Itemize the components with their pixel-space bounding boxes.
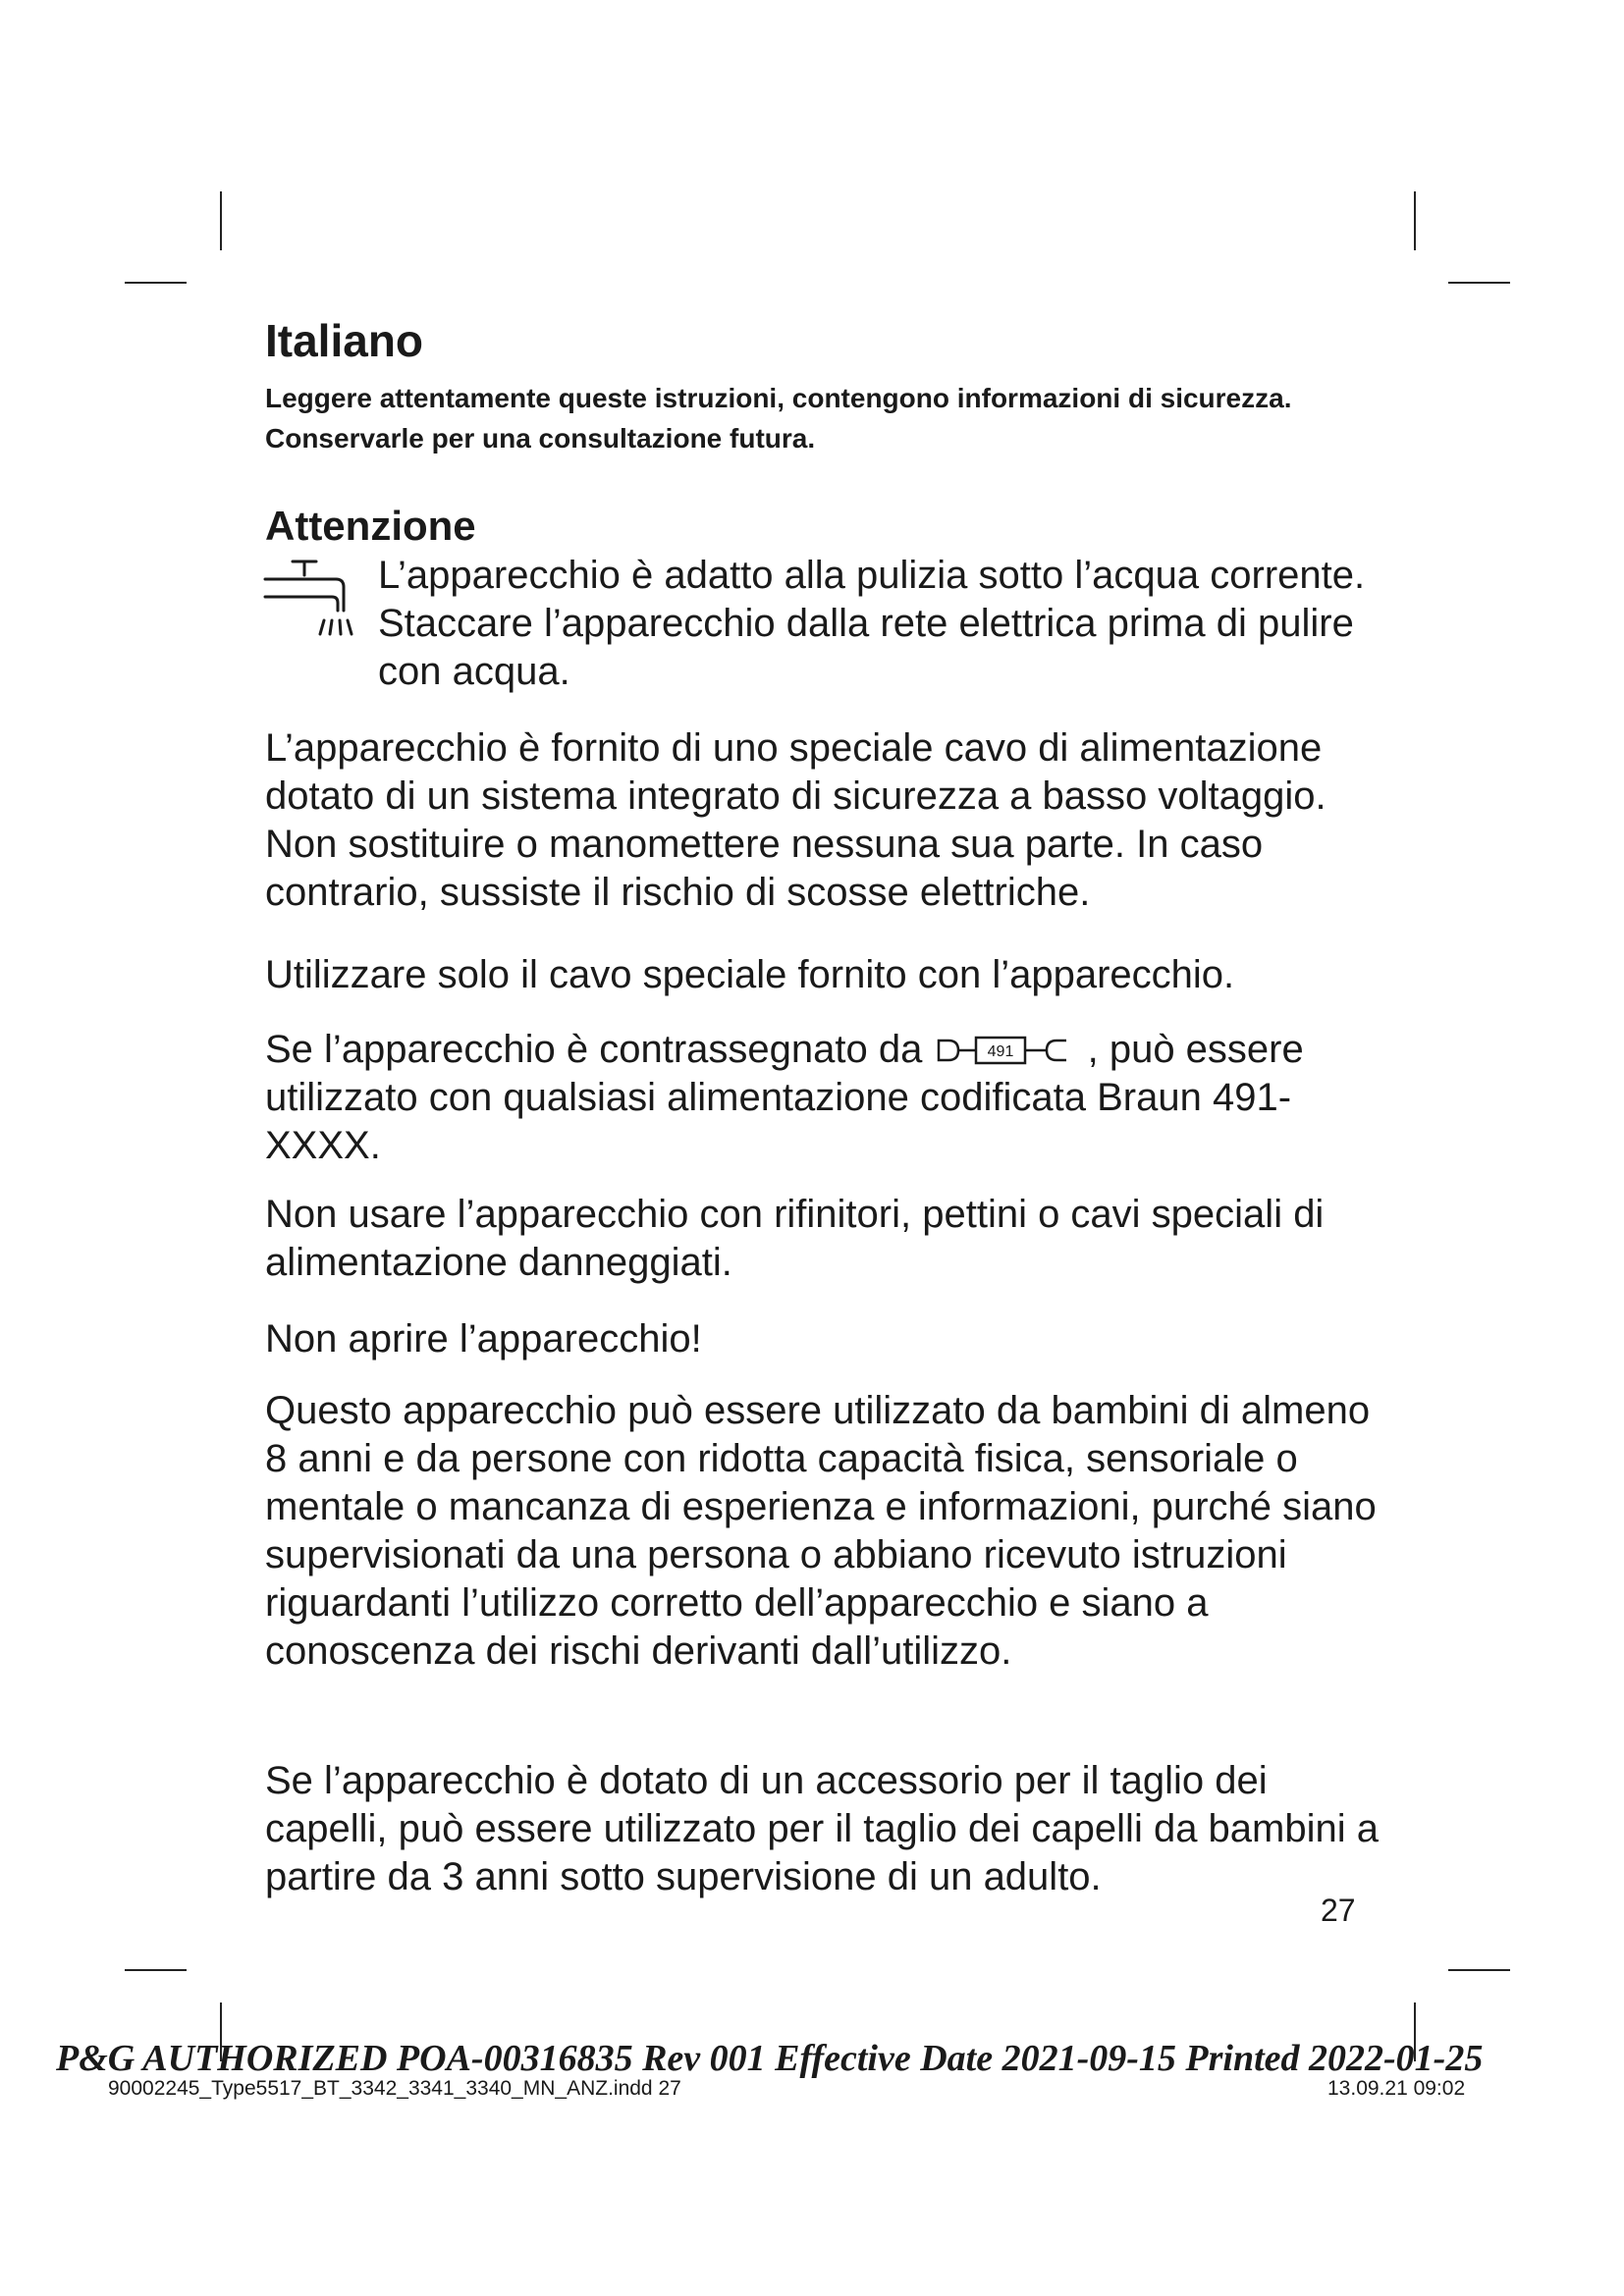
paragraph-special-cable: Utilizzare solo il cavo speciale fornito con l’apparecchio. [265,953,1235,996]
section-heading: Attenzione [265,503,476,549]
crop-mark-bottom-left-horizontal [125,1969,187,1971]
crop-mark-top-left-horizontal [125,282,187,284]
crop-mark-top-left-vertical [220,191,222,250]
paragraph-damaged-accessories: Non usare l’apparecchio con rifinitori, pettini o cavi speciali di alimentazione danneggiati. [265,1193,1325,1284]
running-water-tap-icon [263,558,353,640]
language-heading: Italiano [265,315,424,366]
cable-symbol-label: 491 [988,1043,1014,1060]
marked-text-after: , può essere utilizzato con qualsiasi alimentazione codificata Braun 491-XXXX. [265,1028,1304,1167]
crop-mark-bottom-right-horizontal [1448,1969,1510,1971]
footer-timestamp: 13.09.21 09:02 [1327,2077,1466,2100]
water-warning-text: L’apparecchio è adatto alla pulizia sotto l’acqua corrente. Staccare l’apparecchio dalla rete elettrica prima di pulire con acqua. [378,554,1366,693]
paragraph-haircut-accessory: Se l’apparecchio è dotato di un accessorio per il taglio dei capelli, può essere utilizzato per il taglio dei capelli da bambini a partire da 3 anni sotto supervisione di un adulto. [265,1759,1379,1898]
braun-491-cable-symbol-icon [935,1033,1074,1068]
paragraph-do-not-open: Non aprire l’apparecchio! [265,1317,702,1361]
authorized-footer-line: P&G AUTHORIZED POA-00316835 Rev 001 Effective Date 2021-09-15 Printed 2022-01-25 [56,2038,1484,2079]
marked-text-before: Se l’apparecchio è contrassegnato da [265,1028,923,1071]
page-number: 27 [1321,1893,1356,1928]
paragraph-children-use: Questo apparecchio può essere utilizzato da bambini di almeno 8 anni e da persone con ridotta capacità fisica, sensoriale o mentale o mancanza di esperienza e informazioni, purché siano supervisionati da una persona o abbiano ricevuto istruzioni riguardanti l’utilizzo corretto dell’apparecchio e siano a conoscenza dei rischi derivanti dall’utilizzo. [265,1389,1377,1673]
crop-mark-top-right-horizontal [1448,282,1510,284]
intro-text: Leggere attentamente queste istruzioni, contengono informazioni di sicurezza. Conservarle per una consultazione futura. [265,383,1292,454]
footer-file-name: 90002245_Type5517_BT_3342_3341_3340_MN_ANZ.indd 27 [108,2077,681,2100]
paragraph-marked-symbol [265,1026,1384,1170]
paragraph-cable: L’apparecchio è fornito di uno speciale cavo di alimentazione dotato di un sistema integrato di sicurezza a basso voltaggio. Non sostituire o manomettere nessuna sua parte. In caso contrario, sussiste il rischio di scosse elettriche. [265,726,1326,914]
crop-mark-top-right-vertical [1414,191,1416,250]
